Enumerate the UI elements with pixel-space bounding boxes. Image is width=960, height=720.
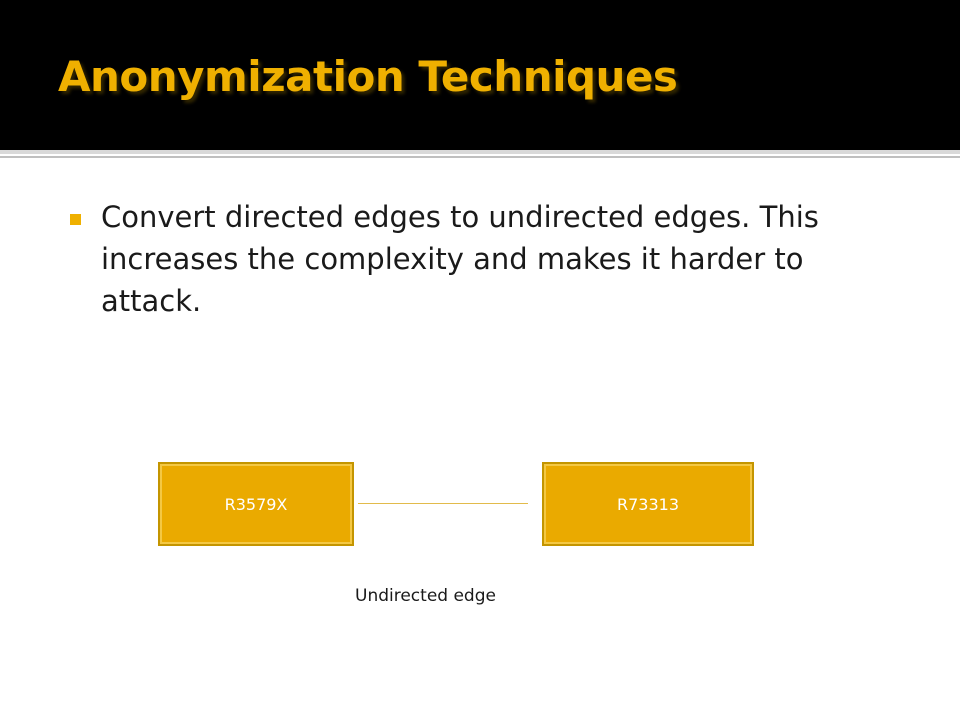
title-bar [0, 0, 960, 150]
node-r73313 [542, 462, 754, 546]
bullet-text: Convert directed edges to undirected edges. This increases the complexity and makes it harder to attack. [101, 200, 819, 318]
edge-caption: Undirected edge [355, 586, 496, 606]
title-divider [0, 150, 960, 154]
node-r3579x [158, 462, 354, 546]
node-label: R73313 [616, 494, 679, 514]
node-label: R3579X [224, 494, 288, 514]
undirected-edge-line [358, 503, 528, 504]
title-divider-thin [0, 156, 960, 158]
square-bullet-icon [70, 214, 81, 225]
slide-title: Anonymization Techniques [58, 52, 678, 101]
